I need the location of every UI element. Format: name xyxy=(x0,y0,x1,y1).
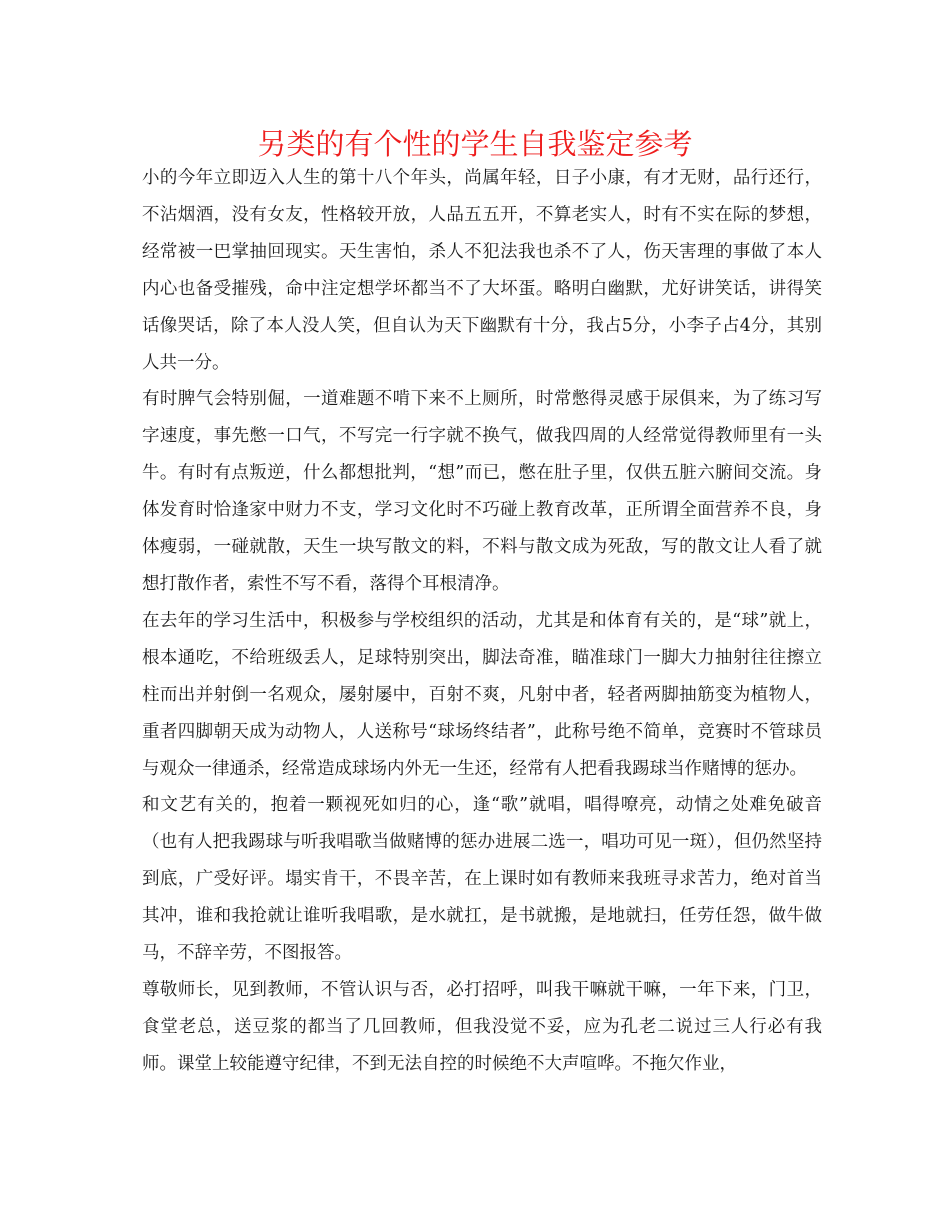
paragraph-3: 在去年的学习生活中，积极参与学校组织的活动，尤其是和体育有关的，是“球”就上，根本通吃，不给班级丢人，足球特别突出，脚法奇准，瞄准球门一脚大力抽射往往擦立柱而出并射倒一名观众，屡射屡中，百射不爽，凡射中者，轻者两脚抽筋变为植物人，重者四脚朝天成为动物人，人送称号“球场终结者”，此称号绝不简单，竞赛时不管球员与观众一律通杀，经常造成球场内外无一生还，经常有人把看我踢球当作赌博的惩办。 xyxy=(142,610,822,779)
paragraph-2: 有时脾气会特别倔，一道难题不啃下来不上厕所，时常憋得灵感于尿俱来，为了练习写字速度，事先憋一口气，不写完一行字就不换气，做我四周的人经常觉得教师里有一头牛。有时有点叛逆，什么都想批判，“想”而已，憋在肚子里，仅供五脏六腑间交流。身体发育时恰逢家中财力不支，学习文化时不巧碰上教育改革，正所谓全面营养不良，身体瘦弱，一碰就散，天生一块写散文的料，不料与散文成为死敌，写的散文让人看了就想打散作者，索性不写不看，落得个耳根清净。 xyxy=(142,389,822,594)
document-body xyxy=(142,160,822,1083)
document-title: 另类的有个性的学生自我鉴定参考 xyxy=(257,127,693,161)
paragraph-4: 和文艺有关的，抱着一颗视死如归的心，逢“歌”就唱，唱得嘹亮，动情之处难免破音（也有人把我踢球与听我唱歌当做赌博的惩办进展二选一，唱功可见一斑），但仍然坚持到底，广受好评。塌实肯干，不畏辛苦，在上课时如有教师来我班寻求苦力，绝对首当其冲，谁和我抢就让谁听我唱歌，是水就扛，是书就搬，是地就扫，任劳任怨，做牛做马，不辞辛劳，不图报答。 xyxy=(142,795,822,964)
paragraph-5: 尊敬师长，见到教师，不管认识与否，必打招呼，叫我干嘛就干嘛，一年下来，门卫，食堂老总，送豆浆的都当了几回教师，但我没觉不妥，应为孔老二说过三人行必有我师。课堂上较能遵守纪律，不到无法自控的时候绝不大声喧哗。不拖欠作业， xyxy=(142,979,822,1074)
paragraph-1: 小的今年立即迈入人生的第十八个年头，尚属年轻，日子小康，有才无财，品行还行，不沾烟酒，没有女友，性格较开放，人品五五开，不算老实人，时有不实在际的梦想，经常被一巴掌抽回现实。天生害怕，杀人不犯法我也杀不了人，伤天害理的事做了本人内心也备受摧残，命中注定想学坏都当不了大坏蛋。略明白幽默，尤好讲笑话，讲得笑话像哭话，除了本人没人笑，但自认为天下幽默有十分，我占5分，小李子占4分，其别人共一分。 xyxy=(142,168,822,373)
